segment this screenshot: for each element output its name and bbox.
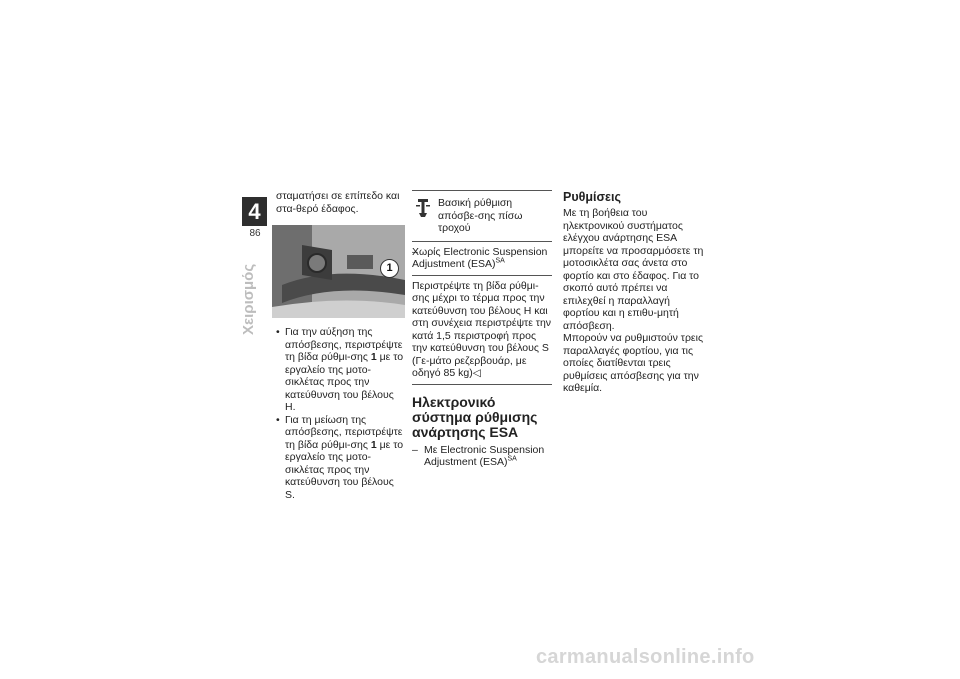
note-variant: – Χωρίς Electronic Suspension Adjustment (ESA)$^{SA}$: [412, 242, 552, 276]
chapter-tab: 4: [242, 197, 267, 226]
note-body: Περιστρέψτε τη βίδα ρύθμι-σης μέχρι το τέρμα προς την κατεύθυνση του βέλους H και στη συνέχεια περιστρέψτε την κατά 1,5 περιστροφή προς την κατεύθυνση του βέλους S (Γε-μάτο ρεζερβουάρ, με οδηγό 85 kg)◁: [412, 279, 552, 379]
ref-1: 1: [370, 351, 377, 363]
wrench-icon: [412, 197, 434, 235]
esa-variant: – Με Electronic Suspension Adjustment (ESA)$^{SA}$: [412, 444, 552, 469]
bullet-increase-damping: • Για την αύξηση της απόσβεσης, περιστρέψτε τη βίδα ρύθμι-σης 1 με το εργαλείο της μοτο-σικλέτας προς την κατεύθυνση του βέλους H.: [276, 326, 406, 414]
ref-1: 1: [370, 438, 377, 451]
basic-setting-note: [412, 190, 552, 385]
note-title: Βασική ρύθμιση απόσβε-σης πίσω τροχού: [438, 197, 523, 234]
note-header: [412, 191, 552, 242]
watermark: carmanualsonline.info: [536, 646, 755, 668]
settings-heading: Ρυθμίσεις: [563, 190, 621, 204]
column-1: [276, 190, 406, 501]
settings-paragraph-1: Με τη βοήθεια του ηλεκτρονικού συστήματος ελέγχου ανάρτησης ESA μπορείτε να προσαρμόσετε τη μοτοσικλέτα σας άνετα στο φορτίο και στο έδαφος. Για το σκοπό αυτό πρέπει να επιλεχθεί η παραλλαγή φορτίου και η επιθυ-μητή απόσβεση.: [563, 207, 704, 332]
settings-paragraph-2: Μπορούν να ρυθμιστούν τρεις παραλλαγές φορτίου, για τις οποίες διατίθενται τρεις ρυθμίσεις απόσβεσης για την καθεμία.: [563, 332, 704, 394]
chapter-side-label: Χειρισμός: [240, 263, 257, 335]
callout-1: 1: [380, 259, 399, 278]
suspension-photo: [272, 225, 405, 318]
esa-heading: Ηλεκτρονικό σύστημα ρύθμισης ανάρτησης ESA: [412, 393, 538, 440]
column-2: [412, 190, 552, 469]
intro-text: σταματήσει σε επίπεδο και στα-θερό έδαφος.: [276, 190, 400, 215]
page-number: 86: [249, 228, 261, 239]
adjust-bullets: [276, 326, 406, 501]
column-3: [563, 190, 708, 395]
bullet-decrease-damping: • Για τη μείωση της απόσβεσης, περιστρέψτε τη βίδα ρύθμι-σης 1 με το εργαλείο της μοτο-σικλέτας προς την κατεύθυνση του βέλους S.: [276, 414, 406, 502]
